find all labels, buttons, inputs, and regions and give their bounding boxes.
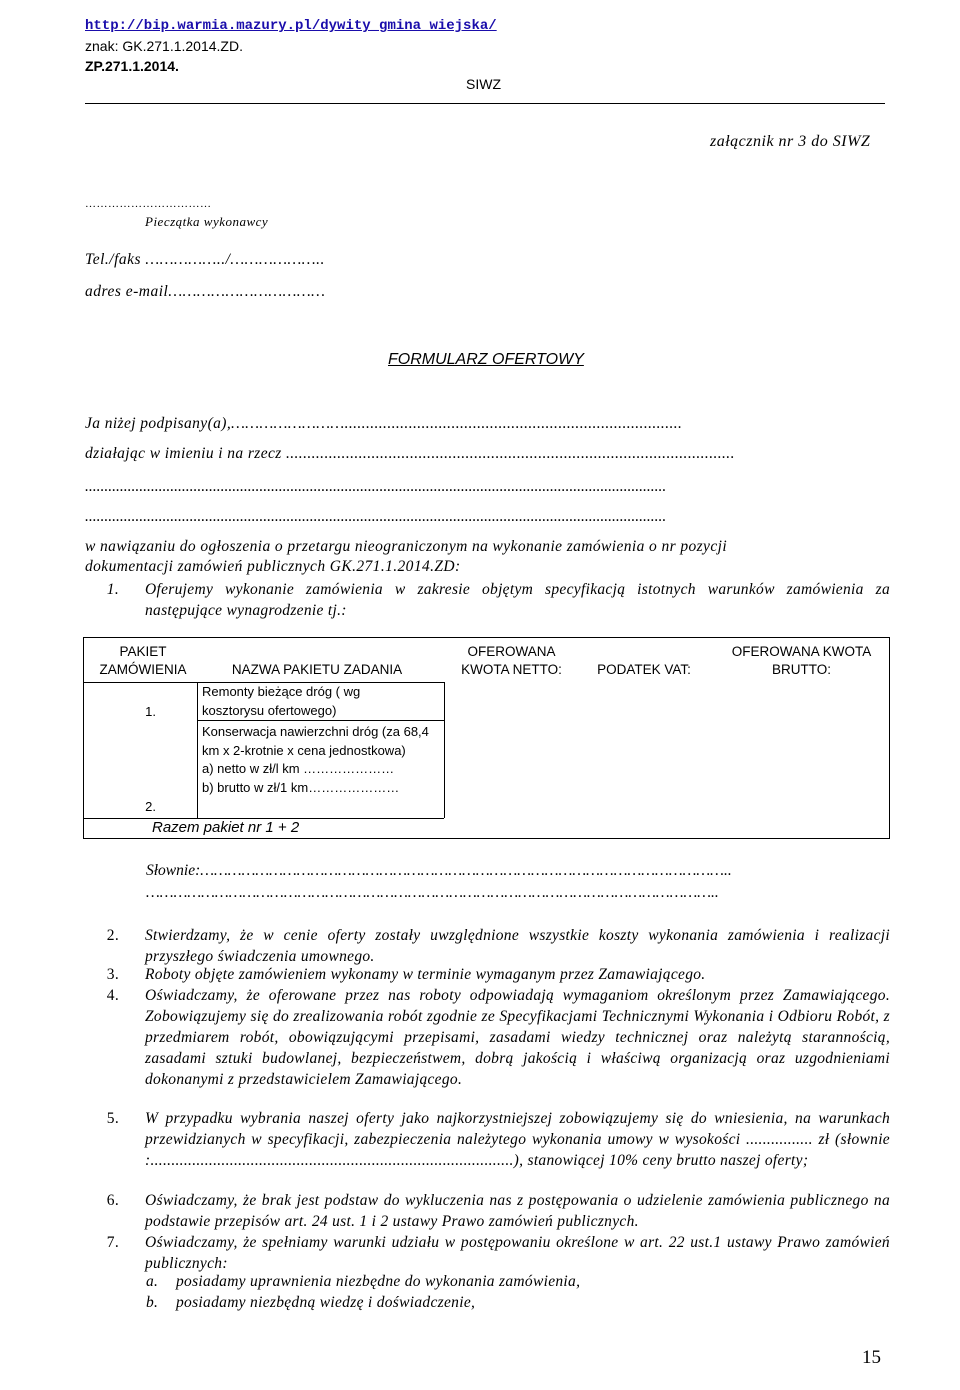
subitem-b-text: posiadamy niezbędną wiedzę i doświadczenie, [176,1294,476,1311]
item-text: Roboty objęte zamówieniem wykonamy w terminie wymaganym przez Zamawiającego. [145,966,706,983]
item-text: Oświadczamy, że brak jest podstaw do wykluczenia nas z postępowania o udzielenie zamówienia publicznego na podstawie przepisów art. 24 ust. 1 i 2 ustawy Prawo zamówień publicznych. [145,1192,890,1230]
header-divider [85,103,885,104]
total-row-label: Razem pakiet nr 1 + 2 [152,819,300,836]
row-2-number: 2. [145,799,156,814]
form-title: FORMULARZ OFERTOWY [388,351,584,368]
intro-line-blank-2: ...................................................................................................................................................... [85,508,667,525]
offer-item-2 [85,925,890,967]
item-number: 7. [106,1234,119,1251]
intro-line-reference: dokumentacji zamówień publicznych GK.271.1.2014.ZD: [85,558,461,575]
subitem-b-letter: b. [146,1294,159,1311]
col-divider [444,682,445,818]
col-divider [197,682,198,818]
stamp-label: Pieczątka wykonawcy [145,214,269,229]
offer-item-6 [85,1190,890,1232]
col-header-vat: PODATEK VAT: [597,662,691,677]
subitem-a-letter: a. [146,1273,159,1290]
siwz-label: SIWZ [466,76,501,92]
intro-line-announcement: w nawiązaniu do ogłoszenia o przetargu nieograniczonym na wykonanie zamówienia o nr pozycji [85,538,728,555]
item-number: 3. [106,966,119,983]
in-words-line-1: Słownie:…………………………………………………………………………………………………….. [146,862,732,879]
row-1-number: 1. [145,704,156,719]
row-1-name: Remonty bieżące dróg ( wg kosztorysu ofertowego) [202,684,361,718]
intro-line-acting-for: działając w imieniu i na rzecz ......................................................................................................... [85,445,735,462]
item-number: 1. [106,581,119,598]
row-2-name: Konserwacja nawierzchni dróg (za 68,4 km x 2-krotnie x cena jednostkowa) a) netto w zł/l km ………………… b) brutto w zł/1 km………………… [202,724,429,795]
item-text: W przypadku wybrania naszej oferty jako najkorzystniejszej zobowiązujemy się do wniesienia, na warunkach przewidzianych w specyfikacji, zabezpieczenia należytego wykonania umowy w wysokości ................ zł (słownie :.......................................................................................), stanowiącej 10% ceny brutto naszej oferty; [145,1110,890,1169]
col-header-pakiet: PAKIET ZAMÓWIENIA [99,644,187,677]
page-number: 15 [862,1347,881,1368]
email-line: adres e-mail…………………………… [85,283,326,300]
item-text: Oświadczamy, że oferowane przez nas roboty odpowiadają wymaganiom określonym przez Zamawiającego. Zobowiązujemy się do zrealizowania robót zgodnie ze Specyfikacjami Technicznymi Wykonania i Odbioru Robót, z przedmiarem robót, obowiązującymi przepisami, zasadami wiedzy technicznej oraz należytą starannością, zasadami sztuki budowlanej, bezpieczeństwem, dobrą jakością i właściwą organizacją oraz uzgodnieniami dokonanymi z przedstawicielem Zamawiającego. [145,987,890,1088]
item-number: 4. [106,987,119,1004]
offer-item-7 [85,1232,890,1274]
tel-fax-line: Tel./faks ……………../……………….. [85,251,325,268]
offer-item-5 [85,1108,890,1192]
col-header-brutto: OFEROWANA KWOTA BRUTTO: [731,644,872,677]
item-text: Oferujemy wykonanie zamówienia w zakresie objętym specyfikacją istotnych warunków zamówienia za następujące wynagrodzenie tj.: [145,581,890,619]
item-number: 2. [106,927,119,944]
item-number: 5. [106,1110,119,1127]
subitem-a-text: posiadamy uprawnienia niezbędne do wykonania zamówienia, [176,1273,581,1290]
intro-line-signatory: Ja niżej podpisany(a),……………………............................................................................... [85,415,683,432]
offer-item-4 [85,985,890,1109]
intro-line-blank-1: ...................................................................................................................................................... [85,478,667,495]
bip-url-link[interactable]: http://bip.warmia.mazury.pl/dywity_gmina_wiejska/ [85,18,497,34]
case-number: znak: GK.271.1.2014.ZD. [85,38,243,54]
attachment-label: załącznik nr 3 do SIWZ [710,133,871,150]
col-header-netto: OFEROWANA KWOTA NETTO: [461,644,562,677]
zp-number: ZP.271.1.2014. [85,58,179,74]
item-number: 6. [106,1192,119,1209]
offer-item-3 [85,964,890,985]
col-header-nazwa: NAZWA PAKIETU ZADANIA [231,662,403,677]
stamp-dots: …………………………… [85,198,212,210]
in-words-line-2: …………………………………………………………………………………………………………….. [146,884,719,901]
price-table [83,637,890,839]
item-text: Stwierdzamy, że w cenie oferty zostały uwzględnione wszystkie koszty wykonania zamówienia i realizacji przyszłego świadczenia umownego. [145,927,890,965]
row-divider [197,720,444,721]
item-text: Oświadczamy, że spełniamy warunki udziału w postępowaniu określone w art. 22 ust.1 ustawy Prawo zamówień publicznych: [145,1234,890,1272]
offer-item-1 [85,579,890,623]
